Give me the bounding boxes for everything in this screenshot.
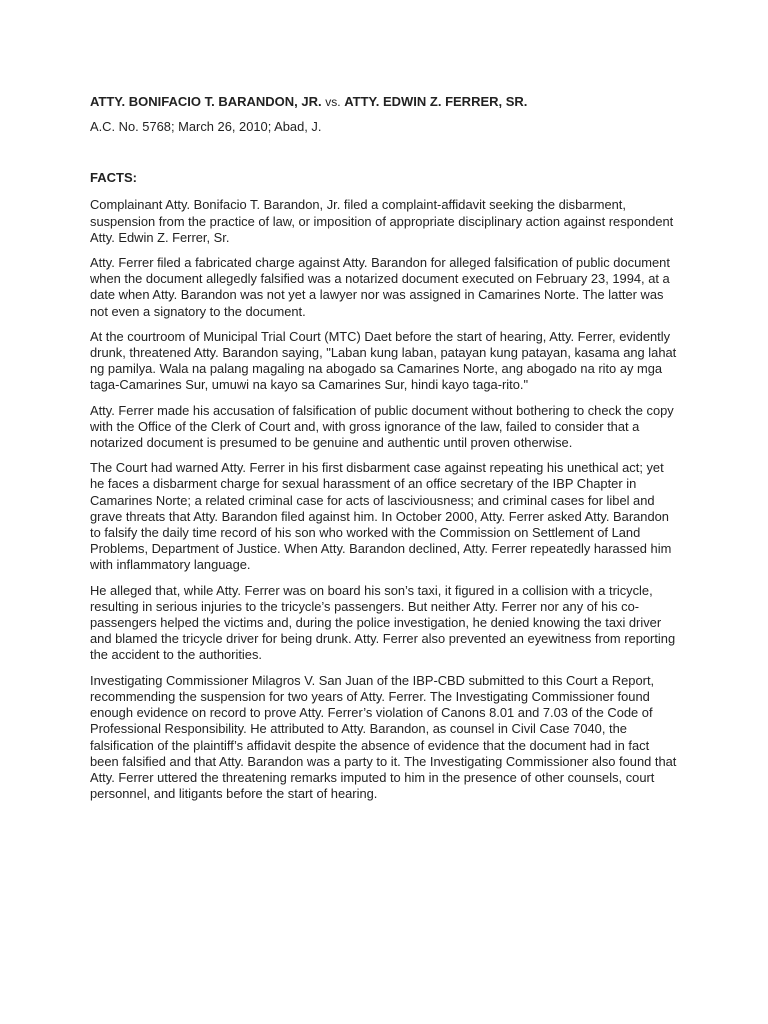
- paragraph: He alleged that, while Atty. Ferrer was on board his son’s taxi, it figured in a collision with a tricycle, resulting in serious injuries to the tricycle’s passengers. But neither Atty. Ferrer nor any of his co-passengers helped the victims and, during the police investigation, he denied knowing the taxi driver and blamed the tricycle driver for being drunk. Atty. Ferrer also prevented an eyewitness from reporting the accident to the authorities.: [90, 582, 676, 663]
- versus-label: vs.: [325, 95, 341, 109]
- paragraph: Atty. Ferrer filed a fabricated charge against Atty. Barandon for alleged falsification of public document when the document allegedly falsified was a notarized document executed on February 23, 1994, at a date when Atty. Barandon was not yet a lawyer nor was assigned in Camarines Norte. The latter was not even a signatory to the document.: [90, 255, 670, 319]
- paragraph: Investigating Commissioner Milagros V. San Juan of the IBP-CBD submitted to this Court a Report, recommending the suspension for two years of Atty. Ferrer. The Investigating Commissioner found enough evidence on record to prove Atty. Ferrer’s violation of Canons 8.01 and 7.03 of the Code of Professional Responsibility. He attributed to Atty. Barandon, as counsel in Civil Case 7040, the falsification of the plaintiff’s affidavit despite the absence of evidence that the document had in fact been falsified and that Atty. Barandon was a party to it. The Investigating Commissioner also found that Atty. Ferrer uttered the threatening remarks imputed to him in the presence of other counsels, court personnel, and litigants before the start of hearing.: [90, 672, 677, 802]
- paragraph: Complainant Atty. Bonifacio T. Barandon, Jr. filed a complaint-affidavit seeking the disbarment, suspension from the practice of law, or imposition of appropriate disciplinary action against respondent Atty. Edwin Z. Ferrer, Sr.: [90, 197, 674, 245]
- document-body: [90, 94, 680, 811]
- respondent-name: ATTY. EDWIN Z. FERRER, SR.: [344, 94, 528, 109]
- facts-heading: FACTS:: [90, 170, 137, 186]
- complainant-name: ATTY. BONIFACIO T. BARANDON, JR.: [90, 94, 322, 109]
- case-citation: A.C. No. 5768; March 26, 2010; Abad, J.: [90, 119, 322, 134]
- case-title: [90, 94, 680, 110]
- paragraph: Atty. Ferrer made his accusation of falsification of public document without bothering to check the copy with the Office of the Clerk of Court and, with gross ignorance of the law, failed to consider that a notarized document is presumed to be genuine and authentic until proven otherwise.: [90, 402, 674, 451]
- paragraph: The Court had warned Atty. Ferrer in his first disbarment case against repeating his unethical act; yet he faces a disbarment charge for sexual harassment of an office secretary of the IBP Chapter in Camarines Norte; a related criminal case for acts of lasciviousness; and criminal cases for libel and grave threats that Atty. Barandon filed against him. In October 2000, Atty. Ferrer asked Atty. Barandon to falsify the daily time record of his son who worked with the Commission on Settlement of Land Problems, Department of Justice. When Atty. Barandon declined, Atty. Ferrer repeatedly harassed him with inflammatory language.: [90, 460, 672, 573]
- paragraph: At the courtroom of Municipal Trial Court (MTC) Daet before the start of hearing, Atty. Ferrer, evidently drunk, threatened Atty. Barandon saying, "Laban kung laban, patayan kung patayan, kasama ang lahat ng pamilya. Wala na palang magaling na abogado sa Camarines Norte, ang abogado na rito ay mga taga-Camarines Sur, umuwi na kayo sa Camarines Sur, hindi kayo taga-rito.": [90, 328, 677, 393]
